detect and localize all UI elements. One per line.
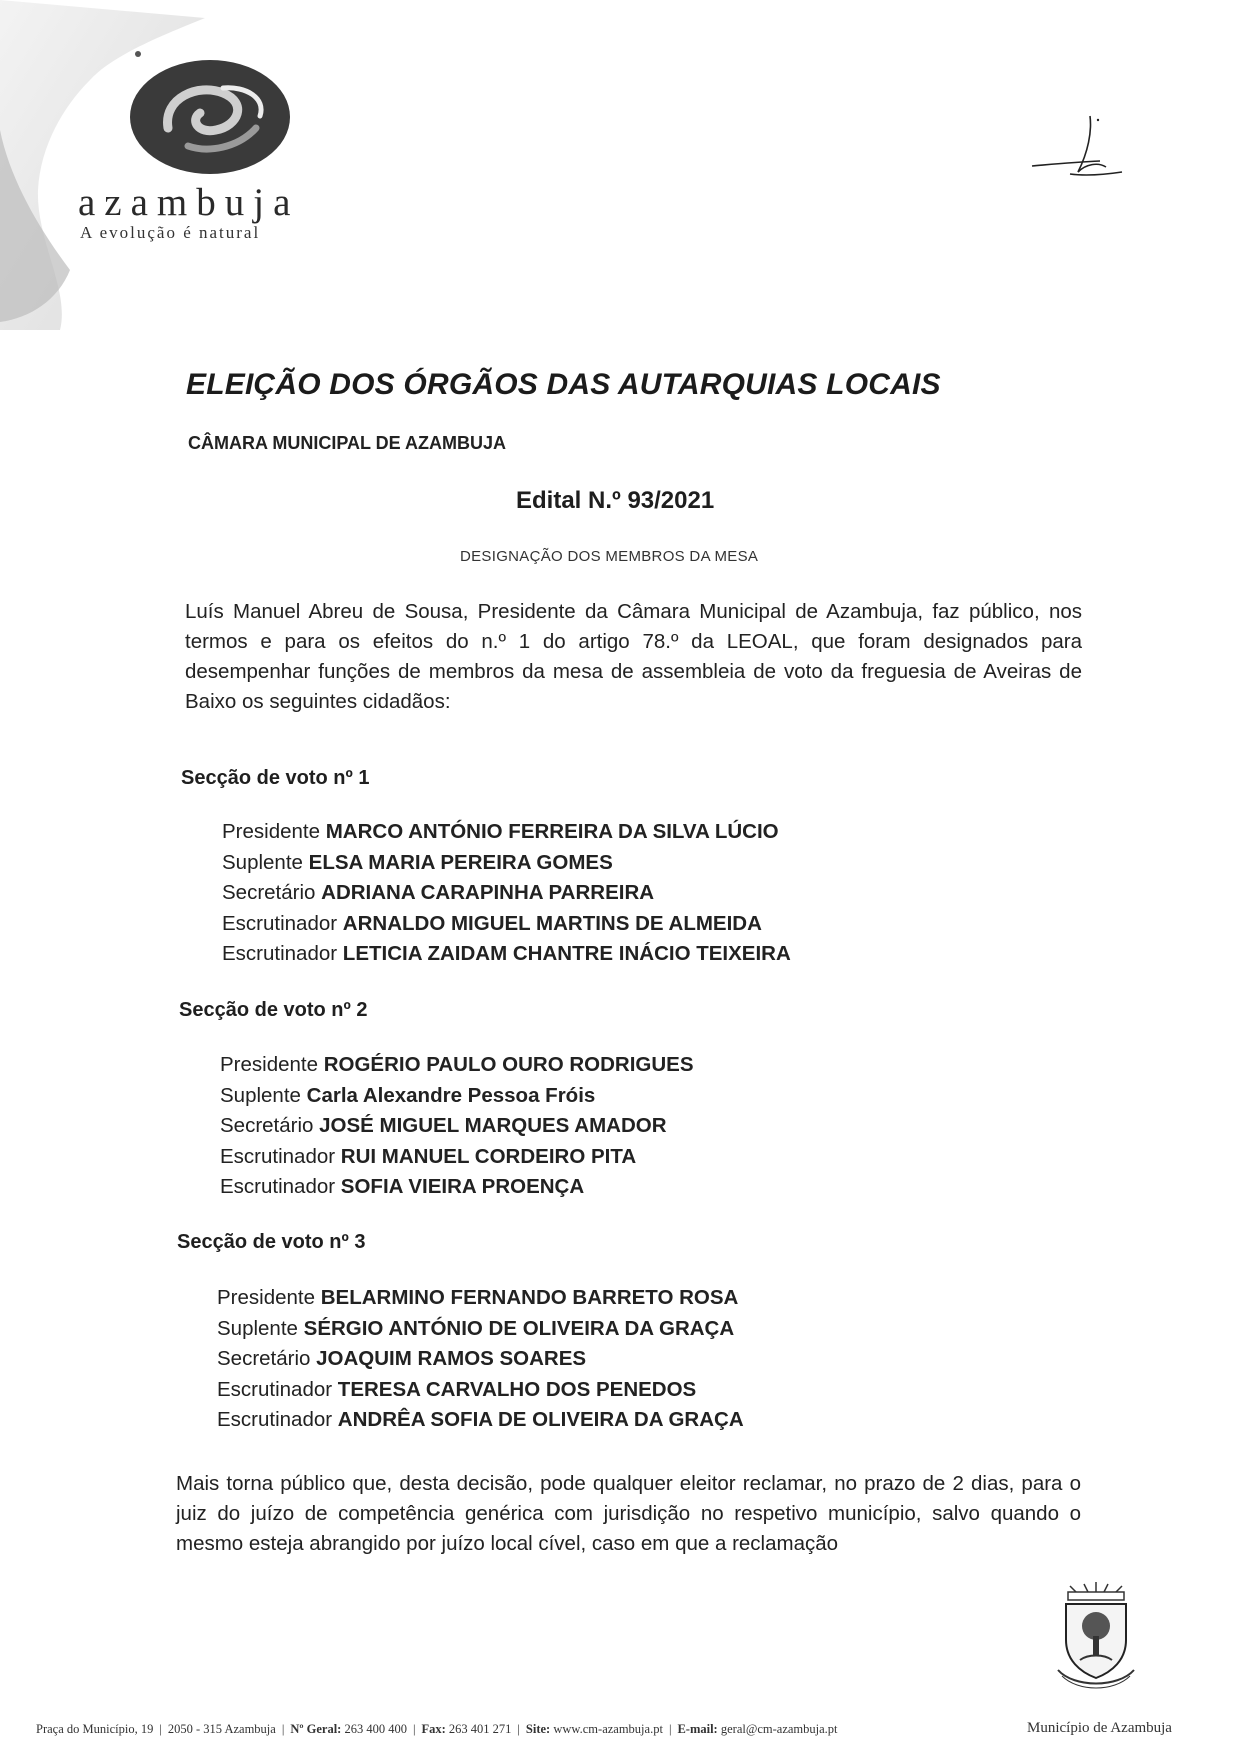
member-row (222, 817, 791, 848)
footer-postal: 2050 - 315 Azambuja (167, 1722, 276, 1736)
member-role: Escrutinador (217, 1377, 333, 1401)
election-title: ELEIÇÃO DOS ÓRGÃOS DAS AUTARQUIAS LOCAIS (186, 368, 941, 401)
footer-site-label: Site: (525, 1722, 551, 1736)
member-name: SOFIA VIEIRA PROENÇA (340, 1175, 585, 1198)
member-row (222, 939, 791, 970)
footer-municipality: Município de Azambuja (1027, 1720, 1172, 1736)
member-name: MARCO ANTÓNIO FERREIRA DA SILVA LÚCIO (325, 820, 779, 843)
handwritten-initial-signature (1030, 112, 1126, 188)
footer-phone: 263 400 400 (344, 1722, 407, 1736)
footer-email: geral@cm-azambuja.pt (720, 1722, 838, 1736)
member-name: ADRIANA CARAPINHA PARREIRA (321, 881, 655, 904)
footer-fax: 263 401 271 (448, 1722, 512, 1736)
intro-paragraph: Luís Manuel Abreu de Sousa, Presidente da Câmara Municipal de Azambuja, faz público, nos termos e para os efeitos do n.º 1 do artigo 78.º da LEOAL, que foram designados para desempenhar funções de membros da mesa de assembleia de voto da freguesia de Aveiras de Baixo os seguintes cidadãos: (185, 600, 1082, 713)
member-row (222, 848, 791, 879)
section-heading-1: Secção de voto nº 1 (181, 767, 370, 789)
member-row (220, 1111, 694, 1142)
document-subtitle: DESIGNAÇÃO DOS MEMBROS DA MESA (460, 548, 759, 565)
member-role: Escrutinador (220, 1144, 336, 1168)
member-role: Secretário (217, 1347, 311, 1370)
brand-slogan: A evolução é natural (80, 223, 261, 242)
member-name: JOSÉ MIGUEL MARQUES AMADOR (319, 1114, 667, 1137)
brand-name: azambuja (78, 181, 300, 224)
closing-paragraph: Mais torna público que, desta decisão, pode qualquer eleitor reclamar, no prazo de 2 dias, para o juiz do juízo de competência genérica com jurisdição no respetivo município, salvo quando o mesmo esteja abrangido por juízo local cível, caso em que a reclamação (176, 1472, 1081, 1555)
footer-contact-line: Praça do Município, 19 | 2050 - 315 Azambuja | Nº Geral: 263 400 400 | Fax: 263 401 271 | Site: www.cm-azambuja.pt | E-mail: geral@cm-azambuja.pt (36, 1722, 838, 1736)
footer-phone-label: Nº Geral: (290, 1722, 342, 1736)
member-row (217, 1344, 744, 1375)
section-heading-3: Secção de voto nº 3 (177, 1231, 366, 1253)
member-list-section-1 (222, 817, 791, 970)
member-role: Escrutinador (217, 1408, 333, 1431)
member-role: Suplente (217, 1316, 298, 1340)
member-name: SÉRGIO ANTÓNIO DE OLIVEIRA DA GRAÇA (303, 1316, 735, 1340)
footer-fax-label: Fax: (421, 1722, 446, 1736)
footer-email-label: E-mail: (677, 1722, 718, 1736)
member-role: Suplente (220, 1083, 301, 1107)
member-role: Secretário (220, 1114, 314, 1137)
footer-site: www.cm-azambuja.pt (553, 1722, 663, 1736)
azambuja-swirl-logo-icon (128, 58, 293, 176)
member-name: BELARMINO FERNANDO BARRETO ROSA (320, 1286, 739, 1309)
municipal-coat-of-arms-icon (1050, 1578, 1142, 1696)
member-role: Escrutinador (220, 1175, 336, 1198)
member-row (220, 1142, 694, 1173)
member-role: Escrutinador (222, 942, 338, 965)
member-name: RUI MANUEL CORDEIRO PITA (340, 1144, 637, 1168)
member-role: Escrutinador (222, 911, 338, 935)
member-row (222, 909, 791, 940)
member-name: JOAQUIM RAMOS SOARES (316, 1347, 587, 1370)
member-row (220, 1172, 694, 1203)
member-row (220, 1081, 694, 1112)
member-row (222, 878, 791, 909)
member-name: ARNALDO MIGUEL MARTINS DE ALMEIDA (342, 911, 762, 935)
member-name: ELSA MARIA PEREIRA GOMES (308, 850, 613, 874)
member-list-section-3 (217, 1283, 744, 1436)
section-heading-2: Secção de voto nº 2 (179, 999, 368, 1021)
brand-block (78, 180, 299, 243)
member-name: ROGÉRIO PAULO OURO RODRIGUES (323, 1053, 694, 1076)
member-role: Presidente (217, 1286, 316, 1309)
footer-address: Praça do Município, 19 (36, 1722, 154, 1736)
member-row (217, 1283, 744, 1314)
member-row (220, 1050, 694, 1081)
organization-name: CÂMARA MUNICIPAL DE AZAMBUJA (188, 433, 506, 453)
member-role: Secretário (222, 881, 316, 904)
member-role: Presidente (222, 820, 321, 843)
member-name: TERESA CARVALHO DOS PENEDOS (337, 1377, 697, 1401)
member-role: Suplente (222, 850, 303, 874)
member-row (217, 1405, 744, 1436)
member-name: LETICIA ZAIDAM CHANTRE INÁCIO TEIXEIRA (342, 942, 791, 965)
member-row (217, 1375, 744, 1406)
member-row (217, 1314, 744, 1345)
edital-number: Edital N.º 93/2021 (516, 487, 715, 514)
member-name: ANDRÊA SOFIA DE OLIVEIRA DA GRAÇA (337, 1408, 744, 1431)
member-name: Carla Alexandre Pessoa Fróis (306, 1083, 596, 1107)
member-list-section-2 (220, 1050, 694, 1203)
member-role: Presidente (220, 1053, 319, 1076)
